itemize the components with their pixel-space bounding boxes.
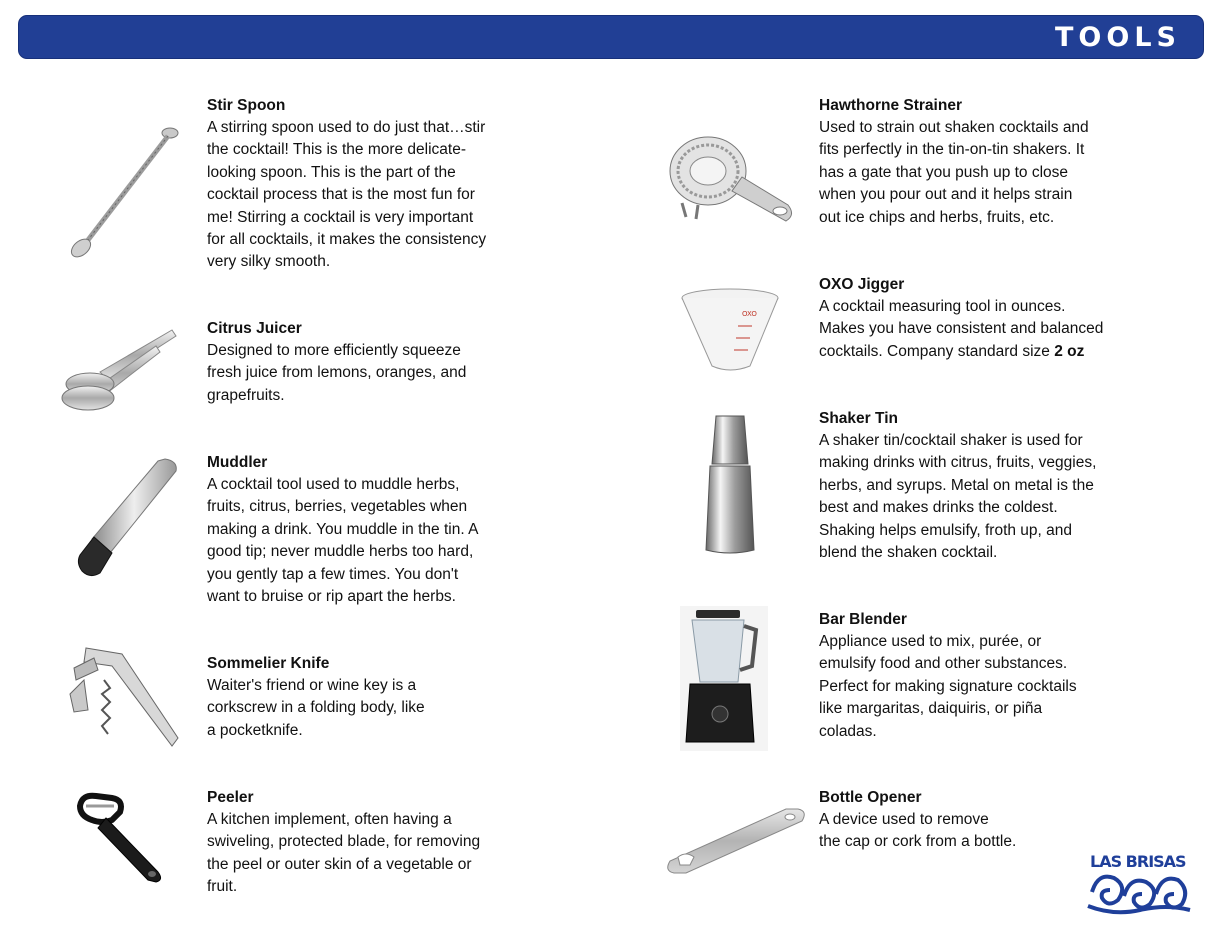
tool-description-line [819,341,1159,363]
tool-description: the peel or outer skin of a vegetable or [207,855,472,873]
tool-description: herbs, and syrups. Metal on metal is the [819,476,1094,494]
tool-description: cocktails. Company standard size [819,342,1055,360]
tool-name: Hawthorne Strainer [819,97,962,114]
page-title: TOOLS [1055,22,1181,53]
tool-name: Stir Spoon [207,97,286,114]
tool-name: Bar Blender [819,611,907,628]
tool-description: best and makes drinks the coldest. [819,499,1058,517]
tool-description: fruits, citrus, berries, vegetables when [207,498,468,516]
tool-name: OXO Jigger [819,276,905,293]
tool-description: A cocktail tool used to muddle herbs, [207,476,460,493]
tool-description: fruit. [207,878,238,896]
shaker-tin-icon [704,414,756,556]
tool-description: emulsify food and other substances. [819,655,1068,673]
tool-name: Muddler [207,454,268,471]
tool-description: A device used to remove [819,811,989,828]
logo-text: LAS BRISAS [1090,852,1186,871]
tool-description: when you pour out and it helps strain [819,186,1073,204]
hawthorne-strainer-icon [662,125,797,225]
tool-description: swiveling, protected blade, for removing [207,833,481,851]
tool-description: want to bruise or rip apart the herbs. [207,588,456,606]
tool-description: Appliance used to mix, purée, or [819,633,1042,650]
tool-name: Peeler [207,789,254,806]
header-bar [18,15,1204,59]
tool-description: the cap or cork from a bottle. [819,833,1017,851]
tool-description: for all cocktails, it makes the consistency [207,231,487,249]
tool-description: blend the shaken cocktail. [819,544,998,562]
tool-description: like margaritas, daiquiris, or piña [819,700,1043,718]
tool-description: fits perfectly in the tin-on-tin shakers. It [819,141,1085,159]
tool-name: Citrus Juicer [207,320,302,337]
tool-description: very silky smooth. [207,253,331,271]
tool-description: the cocktail! This is the more delicate- [207,141,467,159]
muddler-icon [70,455,185,580]
peeler-icon [72,792,172,884]
standard-size: 2 oz [1054,342,1085,360]
tool-description: good tip; never muddle herbs too hard, [207,543,474,561]
tool-description: a pocketknife. [207,721,303,739]
las-brisas-logo [1084,852,1194,916]
tool-name: Shaker Tin [819,410,898,427]
blender-icon [680,606,768,751]
svg-text:OXO: OXO [742,310,757,318]
tool-description: A shaker tin/cocktail shaker is used for [819,432,1083,449]
jigger-icon [680,286,785,376]
tool-description: has a gate that you push up to close [819,163,1069,181]
tool-description: Designed to more efficiently squeeze [207,342,461,359]
tool-description: making drinks with citrus, fruits, veggies, [819,454,1097,472]
tool-description: coladas. [819,722,877,740]
tool-description: cocktail process that is the most fun for [207,186,475,204]
bottle-opener-icon [664,805,806,877]
tool-description: Used to strain out shaken cocktails and [819,119,1089,136]
tool-description: fresh juice from lemons, oranges, and [207,364,467,382]
tool-description: A stirring spoon used to do just that…stir [207,119,486,136]
tool-description: grapefruits. [207,386,285,404]
tool-name: Bottle Opener [819,789,922,806]
citrus-juicer-icon [60,322,180,417]
stir-spoon-icon [66,124,186,264]
tool-description: A kitchen implement, often having a [207,811,452,828]
tool-description: Makes you have consistent and balanced [819,320,1104,338]
tool-name: Sommelier Knife [207,655,330,672]
sommelier-knife-icon [64,640,184,750]
tool-description: making a drink. You muddle in the tin. A [207,520,479,538]
tool-description: corkscrew in a folding body, like [207,699,425,717]
tool-description: out ice chips and herbs, fruits, etc. [819,208,1055,226]
tool-description: A cocktail measuring tool in ounces. [819,298,1066,315]
tool-description: looking spoon. This is the part of the [207,163,456,181]
tool-description: Waiter's friend or wine key is a [207,677,417,694]
tool-description: you gently tap a few times. You don't [207,565,459,583]
tool-description: me! Stirring a cocktail is very important [207,208,474,226]
wave-logo-icon [1084,868,1194,916]
tool-description: Perfect for making signature cocktails [819,677,1077,695]
tool-description: Shaking helps emulsify, froth up, and [819,521,1073,539]
